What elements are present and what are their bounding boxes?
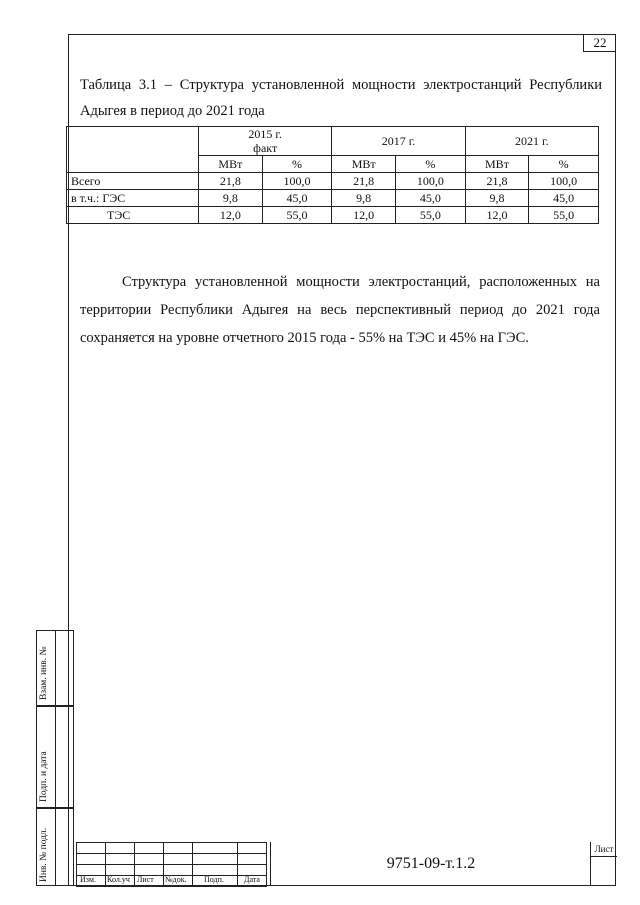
year-header-2017: 2017 г. — [332, 127, 465, 156]
sidebar-cell-mid-blank — [55, 706, 74, 808]
table-row — [67, 173, 599, 190]
stamp-col-label: Изм. — [80, 875, 96, 884]
margin-stamp — [36, 630, 74, 886]
table-cell: 45,0 — [529, 190, 599, 207]
caption-line-1: Таблица 3.1 – Структура установленной мощности электростанций Республики — [80, 77, 602, 93]
year-header-2015: 2015 г. факт — [199, 127, 332, 156]
row-label: ТЭС — [67, 207, 199, 224]
table-row — [67, 207, 599, 224]
table-cell: 55,0 — [396, 207, 466, 224]
table-cell: 21,8 — [332, 173, 396, 190]
sidebar-cell-bot-blank — [55, 808, 74, 886]
table-corner-cell — [67, 127, 199, 173]
document-code: 9751-09-т.1.2 — [270, 842, 591, 886]
table-cell: 100,0 — [262, 173, 332, 190]
year-header-2021: 2021 г. — [465, 127, 598, 156]
table-cell: 55,0 — [262, 207, 332, 224]
stamp-col-label: №док. — [165, 875, 187, 884]
page-number: 22 — [583, 35, 616, 52]
table-header-years — [67, 127, 599, 156]
stamp-col-label: Лист — [137, 875, 154, 884]
unit-header: МВт — [332, 156, 396, 173]
sidebar-label-signature: Подп. и дата — [39, 751, 49, 802]
sheet-label: Лист — [591, 842, 617, 857]
unit-header: % — [529, 156, 599, 173]
table-cell: 12,0 — [332, 207, 396, 224]
sidebar-label-replace: Взам. инв. № — [39, 646, 49, 700]
table-cell: 100,0 — [396, 173, 466, 190]
table-cell: 12,0 — [199, 207, 263, 224]
unit-header: % — [262, 156, 332, 173]
table-cell: 21,8 — [465, 173, 529, 190]
unit-header: МВт — [465, 156, 529, 173]
caption-line-2: Адыгея в период до 2021 года — [80, 103, 265, 119]
table-cell: 21,8 — [199, 173, 263, 190]
unit-header: % — [396, 156, 466, 173]
table-cell: 9,8 — [332, 190, 396, 207]
table-caption — [80, 72, 602, 124]
table-cell: 9,8 — [465, 190, 529, 207]
table-row — [67, 190, 599, 207]
unit-header: МВт — [199, 156, 263, 173]
table-cell: 100,0 — [529, 173, 599, 190]
sidebar-label-inventory: Инв. № подл. — [39, 827, 49, 882]
row-label: в т.ч.: ГЭС — [67, 190, 199, 207]
body-paragraph-block — [80, 268, 600, 352]
table-cell: 12,0 — [465, 207, 529, 224]
table-cell: 45,0 — [396, 190, 466, 207]
row-label: Всего — [67, 173, 199, 190]
body-paragraph: Структура установленной мощности электростанций, расположенных на территории Республики Адыгея на весь перспективный период до 2021 года сохраняется на уровне отчетного 2015 года - 55% на ТЭС и 45% на ГЭС. — [80, 274, 600, 346]
sheet-cell — [590, 842, 617, 886]
table-cell: 45,0 — [262, 190, 332, 207]
table-cell: 9,8 — [199, 190, 263, 207]
stamp-col-label: Кол.уч — [107, 875, 130, 884]
capacity-table — [66, 126, 599, 224]
stamp-col-label: Подп. — [204, 875, 224, 884]
stamp-col-label: Дата — [244, 875, 260, 884]
title-block — [76, 842, 616, 886]
sidebar-cell-top-blank — [55, 630, 74, 706]
table-cell: 55,0 — [529, 207, 599, 224]
